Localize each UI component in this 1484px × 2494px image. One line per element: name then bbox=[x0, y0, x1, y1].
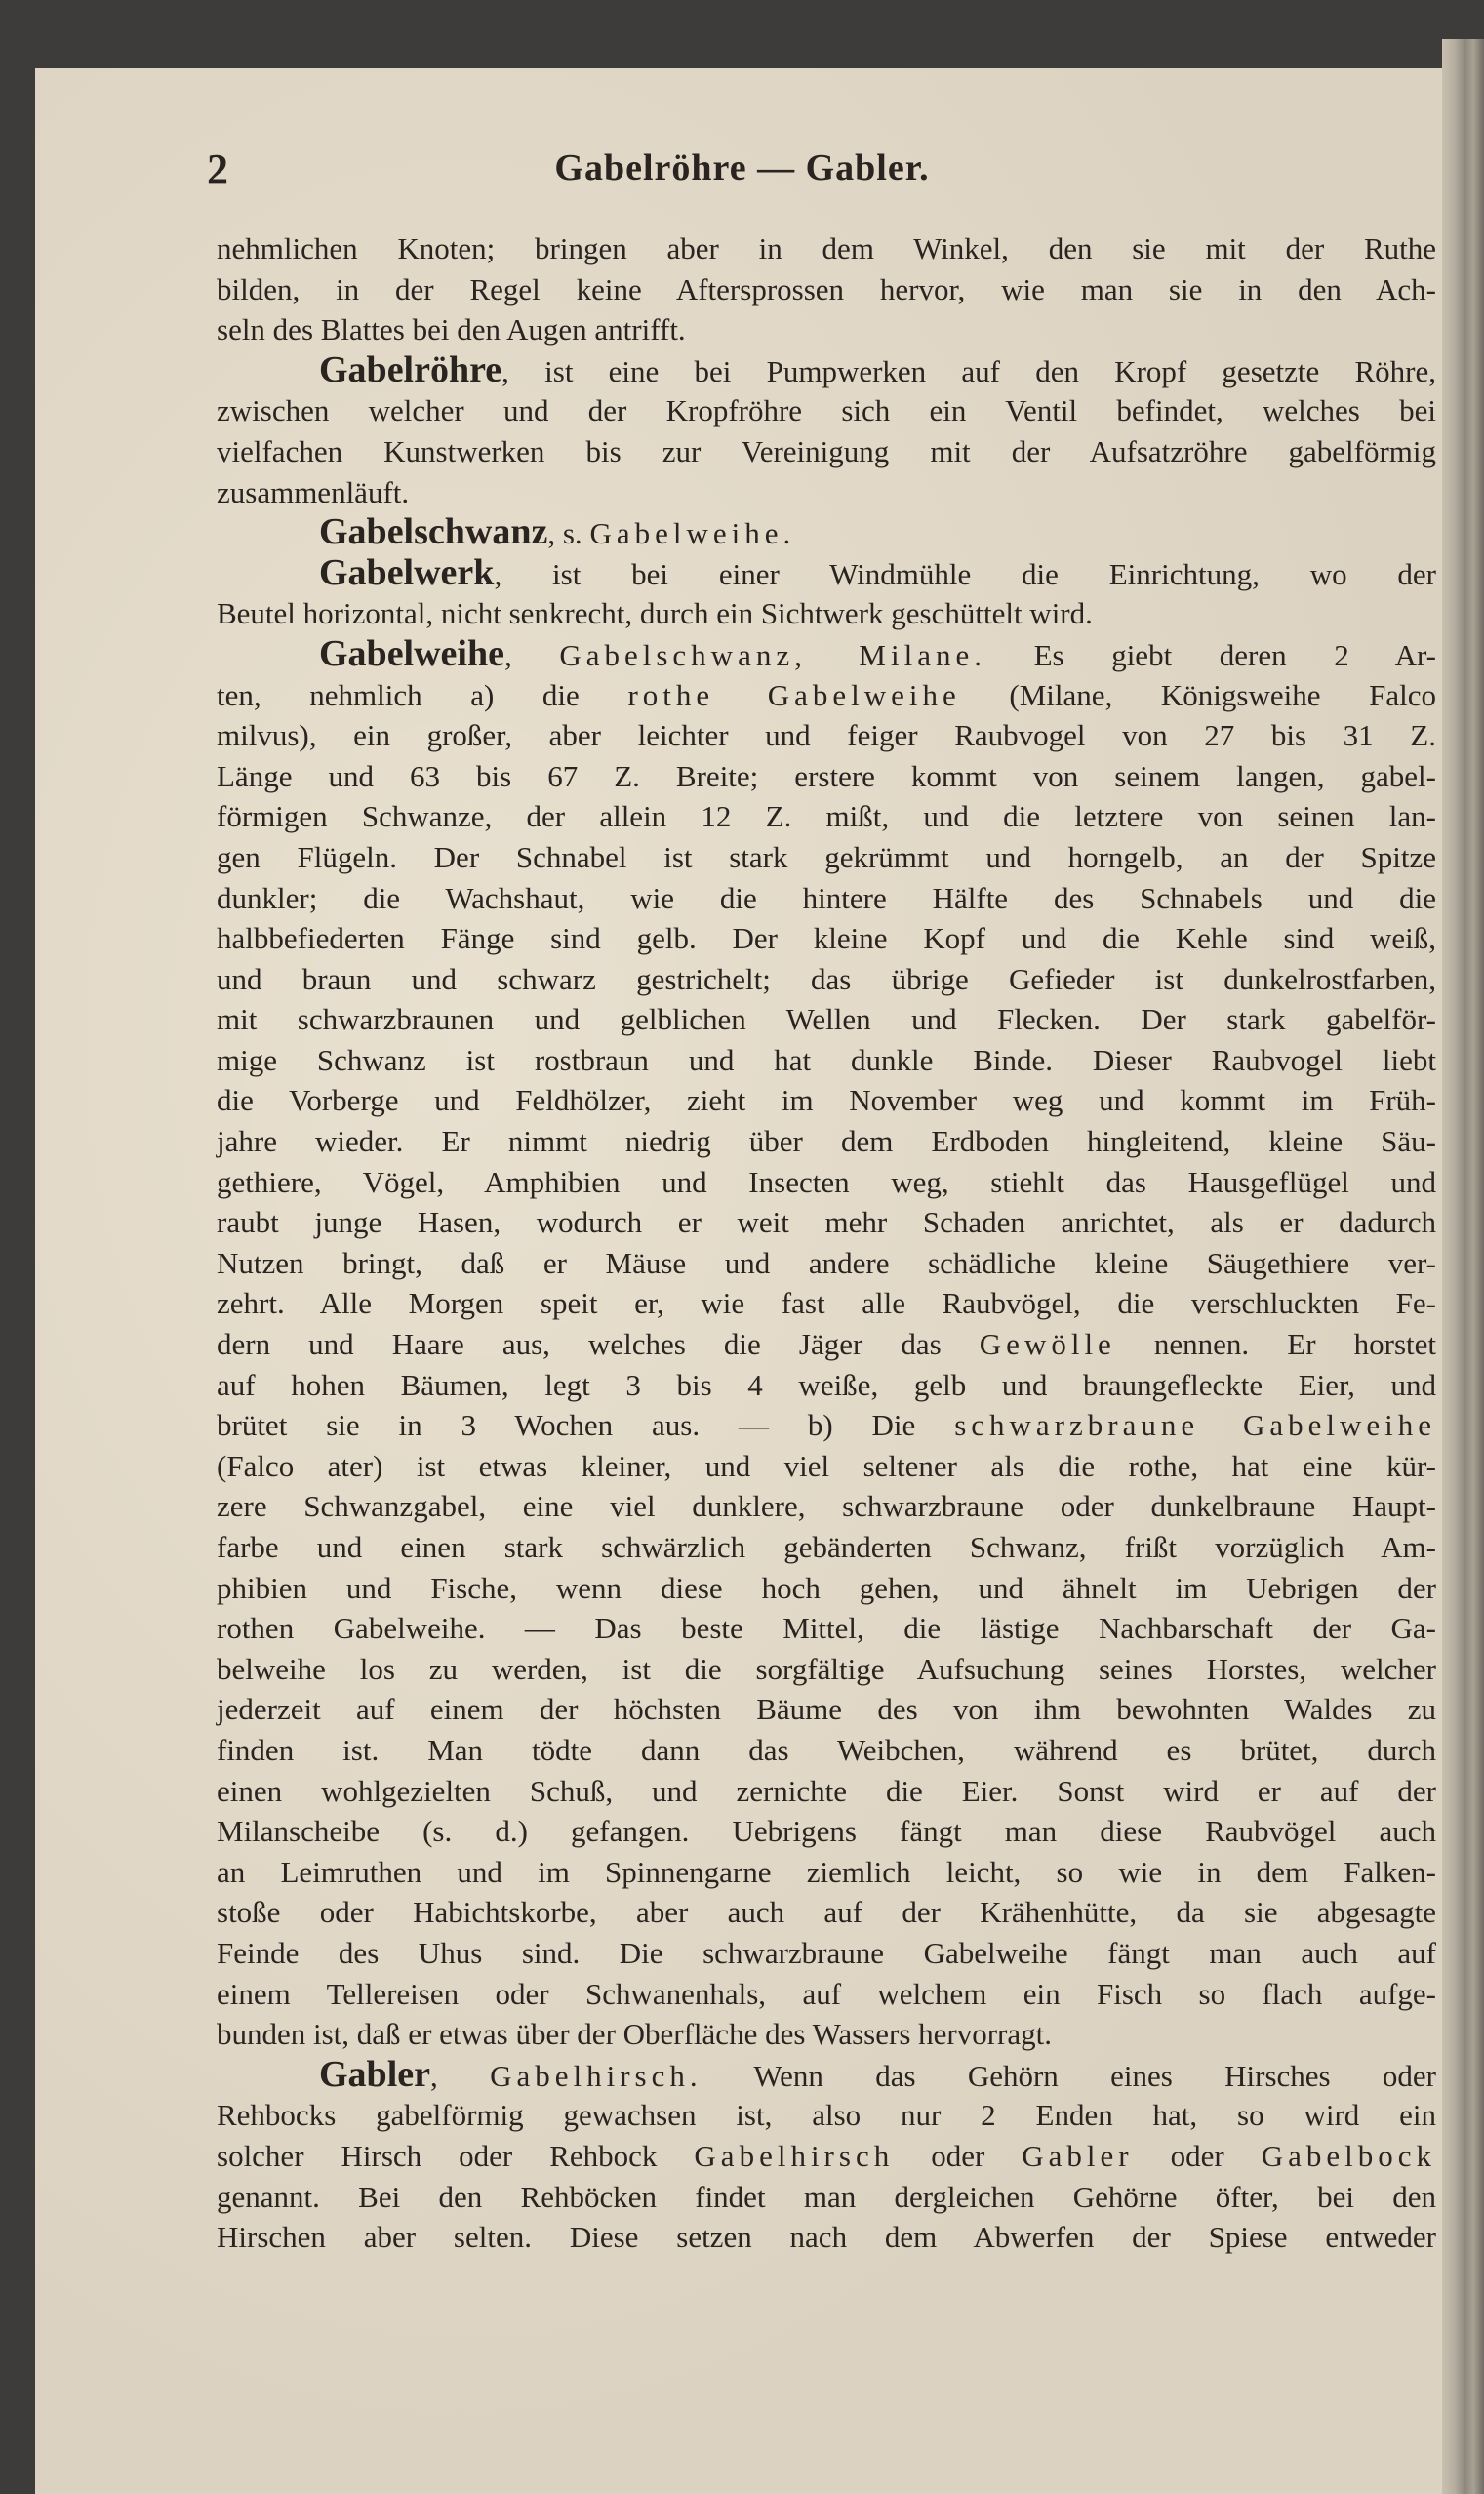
text-segment: , ist eine bei Pumpwerken auf den Kropf gesetzte Röhre, bbox=[501, 353, 1436, 388]
text-segment: seln des Blattes bei den Augen antrifft. bbox=[217, 312, 686, 347]
text-line bbox=[217, 472, 1436, 513]
page-body-text bbox=[217, 228, 1436, 2258]
text-segment: phibien und Fische, wenn diese hoch gehen, und ähnelt im Uebrigen der bbox=[217, 1570, 1436, 1605]
text-line bbox=[217, 1040, 1436, 1081]
text-segment: (Falco ater) ist etwas kleiner, und viel seltener als die rothe, hat eine kür- bbox=[217, 1448, 1436, 1483]
text-segment: , bbox=[503, 637, 560, 672]
text-line bbox=[217, 1486, 1436, 1527]
text-segment: genannt. Bei den Rehböcken findet man dergleichen Gehörne öfter, bei den bbox=[217, 2179, 1436, 2214]
text-line bbox=[217, 756, 1436, 797]
entry-headword: Gabelschwanz bbox=[319, 511, 548, 553]
text-line bbox=[217, 2055, 1436, 2096]
text-segment: mige Schwanz ist rostbraun und hat dunkle Binde. Dieser Raubvogel liebt bbox=[217, 1042, 1436, 1077]
text-segment: zehrt. Alle Morgen speit er, wie fast alle Raubvögel, die verschluckten Fe- bbox=[217, 1286, 1436, 1321]
text-line bbox=[217, 1446, 1436, 1487]
text-line bbox=[217, 1649, 1436, 1690]
text-segment: nennen. Er horstet bbox=[1115, 1327, 1436, 1362]
text-segment: Es giebt deren 2 Ar- bbox=[986, 637, 1437, 672]
text-segment: zere Schwanzgabel, eine viel dunklere, schwarzbraune oder dunkelbraune Haupt- bbox=[217, 1489, 1436, 1524]
text-segment: brütet sie in 3 Wochen aus. — b) Die bbox=[217, 1408, 955, 1443]
text-segment: , s. bbox=[547, 516, 590, 551]
spaced-emphasis: Gabler bbox=[1022, 2138, 1134, 2173]
entry-headword: Gabelröhre bbox=[319, 348, 502, 390]
text-segment: milvus), ein großer, aber leichter und feiger Raubvogel von 27 bis 31 Z. bbox=[217, 718, 1436, 753]
text-line bbox=[217, 1771, 1436, 1812]
text-segment: förmigen Schwanze, der allein 12 Z. mißt, und die letztere von seinen lan- bbox=[217, 799, 1436, 834]
text-line bbox=[217, 1080, 1436, 1121]
text-segment: und braun und schwarz gestrichelt; das übrige Gefieder ist dunkelrostfarben, bbox=[217, 961, 1436, 996]
text-segment: die Vorberge und Feldhölzer, zieht im November weg und kommt im Früh- bbox=[217, 1083, 1436, 1118]
text-line bbox=[217, 1121, 1436, 1162]
text-line bbox=[217, 634, 1436, 675]
text-line bbox=[217, 228, 1436, 269]
spaced-emphasis: Gabelweihe. bbox=[589, 516, 796, 551]
text-segment: farbe und einen stark schwärzlich gebänderten Schwanz, frißt vorzüglich Am- bbox=[217, 1530, 1436, 1564]
entry-headword: Gabelweihe bbox=[319, 632, 504, 674]
text-segment: finden ist. Man tödte dann das Weibchen, während es brütet, durch bbox=[217, 1732, 1436, 1767]
text-segment: oder bbox=[894, 2138, 1023, 2173]
running-head: Gabelröhre — Gabler. bbox=[554, 147, 930, 188]
text-segment: jahre wieder. Er nimmt niedrig über dem Erdboden hingleitend, kleine Säu- bbox=[217, 1124, 1436, 1159]
text-segment: auf hohen Bäumen, legt 3 bis 4 weiße, gelb und braungefleckte Eier, und bbox=[217, 1367, 1436, 1402]
text-line bbox=[217, 1365, 1436, 1406]
text-segment: bilden, in der Regel keine Aftersprossen hervor, wie man sie in den Ach- bbox=[217, 271, 1436, 306]
text-line bbox=[217, 959, 1436, 1000]
text-segment: mit schwarzbraunen und gelblichen Wellen und Flecken. Der stark gabelför- bbox=[217, 1002, 1436, 1037]
spaced-emphasis: Gabelhirsch bbox=[694, 2138, 895, 2173]
spaced-emphasis: schwarzbraune Gabelweihe bbox=[954, 1408, 1436, 1443]
text-line bbox=[217, 715, 1436, 756]
text-line bbox=[217, 512, 1436, 553]
text-segment: Länge und 63 bis 67 Z. Breite; erstere kommt von seinem langen, gabel- bbox=[217, 758, 1436, 793]
text-segment: vielfachen Kunstwerken bis zur Vereinigung mit der Aufsatzröhre gabelförmig bbox=[217, 433, 1436, 468]
text-line bbox=[217, 1283, 1436, 1324]
text-line bbox=[217, 269, 1436, 310]
spaced-emphasis: rothe Gabelweihe bbox=[627, 677, 961, 712]
text-line bbox=[217, 2177, 1436, 2218]
text-line bbox=[217, 1811, 1436, 1852]
spaced-emphasis: Gabelschwanz, Milane. bbox=[559, 637, 986, 672]
text-line bbox=[217, 918, 1436, 959]
text-segment: raubt junge Hasen, wodurch er weit mehr Schaden anrichtet, als er dadurch bbox=[217, 1205, 1436, 1240]
text-line bbox=[217, 796, 1436, 837]
text-segment: nehmlichen Knoten; bringen aber in dem Winkel, den sie mit der Ruthe bbox=[217, 231, 1436, 265]
text-line bbox=[217, 1974, 1436, 2015]
text-segment: ten, nehmlich a) die bbox=[217, 677, 628, 712]
text-line bbox=[217, 1689, 1436, 1730]
text-line bbox=[217, 1324, 1436, 1365]
page-stack-edge bbox=[1442, 39, 1484, 2494]
text-segment: gethiere, Vögel, Amphibien und Insecten weg, stiehlt das Hausgeflügel und bbox=[217, 1164, 1436, 1199]
text-segment: Feinde des Uhus sind. Die schwarzbraune Gabelweihe fängt man auch auf bbox=[217, 1935, 1436, 1970]
entry-headword: Gabler bbox=[319, 2053, 430, 2095]
text-segment: jederzeit auf einem der höchsten Bäume des von ihm bewohnten Waldes zu bbox=[217, 1692, 1436, 1727]
text-segment: Rehbocks gabelförmig gewachsen ist, also nur 2 Enden hat, so wird ein bbox=[217, 2098, 1436, 2133]
text-segment: dern und Haare aus, welches die Jäger das bbox=[217, 1327, 980, 1362]
text-segment: oder bbox=[1133, 2138, 1262, 2173]
text-segment: gen Flügeln. Der Schnabel ist stark gekrümmt und horngelb, an der Spitze bbox=[217, 839, 1436, 874]
text-line bbox=[217, 309, 1436, 350]
text-line bbox=[217, 593, 1436, 634]
text-line bbox=[217, 1730, 1436, 1771]
text-segment: zusammenläuft. bbox=[217, 474, 410, 509]
text-segment: Nutzen bringt, daß er Mäuse und andere schädliche kleine Säugethiere ver- bbox=[217, 1245, 1436, 1280]
text-segment: stoße oder Habichtskorbe, aber auch auf der Krähenhütte, da sie abgesagte bbox=[217, 1895, 1436, 1930]
text-line bbox=[217, 1405, 1436, 1446]
text-line bbox=[217, 675, 1436, 716]
text-line bbox=[217, 999, 1436, 1040]
text-line bbox=[217, 1527, 1436, 1568]
text-segment: , ist bei einer Windmühle die Einrichtung, wo der bbox=[494, 556, 1436, 591]
spaced-emphasis: Gewölle bbox=[979, 1327, 1116, 1362]
text-segment: einem Tellereisen oder Schwanenhals, auf welchem ein Fisch so flach aufge- bbox=[217, 1976, 1436, 2011]
text-line bbox=[217, 1892, 1436, 1933]
text-segment: halbbefiederten Fänge sind gelb. Der kleine Kopf und die Kehle sind weiß, bbox=[217, 921, 1436, 956]
text-line bbox=[217, 553, 1436, 594]
text-line bbox=[217, 431, 1436, 472]
text-segment: einen wohlgezielten Schuß, und zernichte die Eier. Sonst wird er auf der bbox=[217, 1773, 1436, 1808]
text-segment: an Leimruthen und im Spinnengarne ziemlich leicht, so wie in dem Falken- bbox=[217, 1854, 1436, 1889]
text-segment: rothen Gabelweihe. — Das beste Mittel, die lästige Nachbarschaft der Ga- bbox=[217, 1611, 1436, 1646]
text-line bbox=[217, 1608, 1436, 1649]
text-segment: belweihe los zu werden, ist die sorgfältige Aufsuchung seines Horstes, welcher bbox=[217, 1651, 1436, 1686]
text-line bbox=[217, 1568, 1436, 1609]
text-line bbox=[217, 2095, 1436, 2136]
text-segment: solcher Hirsch oder Rehbock bbox=[217, 2138, 695, 2173]
text-line bbox=[217, 1933, 1436, 1974]
spaced-emphasis: Gabelbock bbox=[1261, 2138, 1436, 2173]
text-segment: bunden ist, daß er etwas über der Oberfläche des Wassers hervorragt. bbox=[217, 2017, 1052, 2052]
text-line bbox=[217, 837, 1436, 878]
entry-headword: Gabelwerk bbox=[319, 551, 495, 593]
text-line bbox=[217, 2217, 1436, 2258]
text-segment: dunkler; die Wachshaut, wie die hintere Hälfte des Schnabels und die bbox=[217, 880, 1436, 915]
text-segment: Beutel horizontal, nicht senkrecht, durch ein Sichtwerk geschüttelt wird. bbox=[217, 596, 1093, 631]
text-segment: Milanscheibe (s. d.) gefangen. Uebrigens fängt man diese Raubvögel auch bbox=[217, 1814, 1436, 1849]
text-segment: zwischen welcher und der Kropfröhre sich ein Ventil befindet, welches bei bbox=[217, 393, 1436, 428]
text-segment: Wenn das Gehörn eines Hirsches oder bbox=[702, 2058, 1436, 2093]
text-segment: Hirschen aber selten. Diese setzen nach dem Abwerfen der Spiese entweder bbox=[217, 2220, 1436, 2255]
text-line bbox=[217, 1852, 1436, 1893]
page-number: 2 bbox=[207, 145, 228, 193]
text-line bbox=[217, 390, 1436, 431]
text-line bbox=[217, 2014, 1436, 2055]
text-line bbox=[217, 878, 1436, 919]
text-line bbox=[217, 350, 1436, 391]
text-segment: , bbox=[429, 2058, 491, 2093]
text-segment: (Milane, Königsweihe Falco bbox=[960, 677, 1437, 712]
text-line bbox=[217, 2136, 1436, 2177]
text-line bbox=[217, 1162, 1436, 1203]
text-line bbox=[217, 1202, 1436, 1243]
text-line bbox=[217, 1243, 1436, 1284]
spaced-emphasis: Gabelhirsch. bbox=[490, 2058, 702, 2093]
